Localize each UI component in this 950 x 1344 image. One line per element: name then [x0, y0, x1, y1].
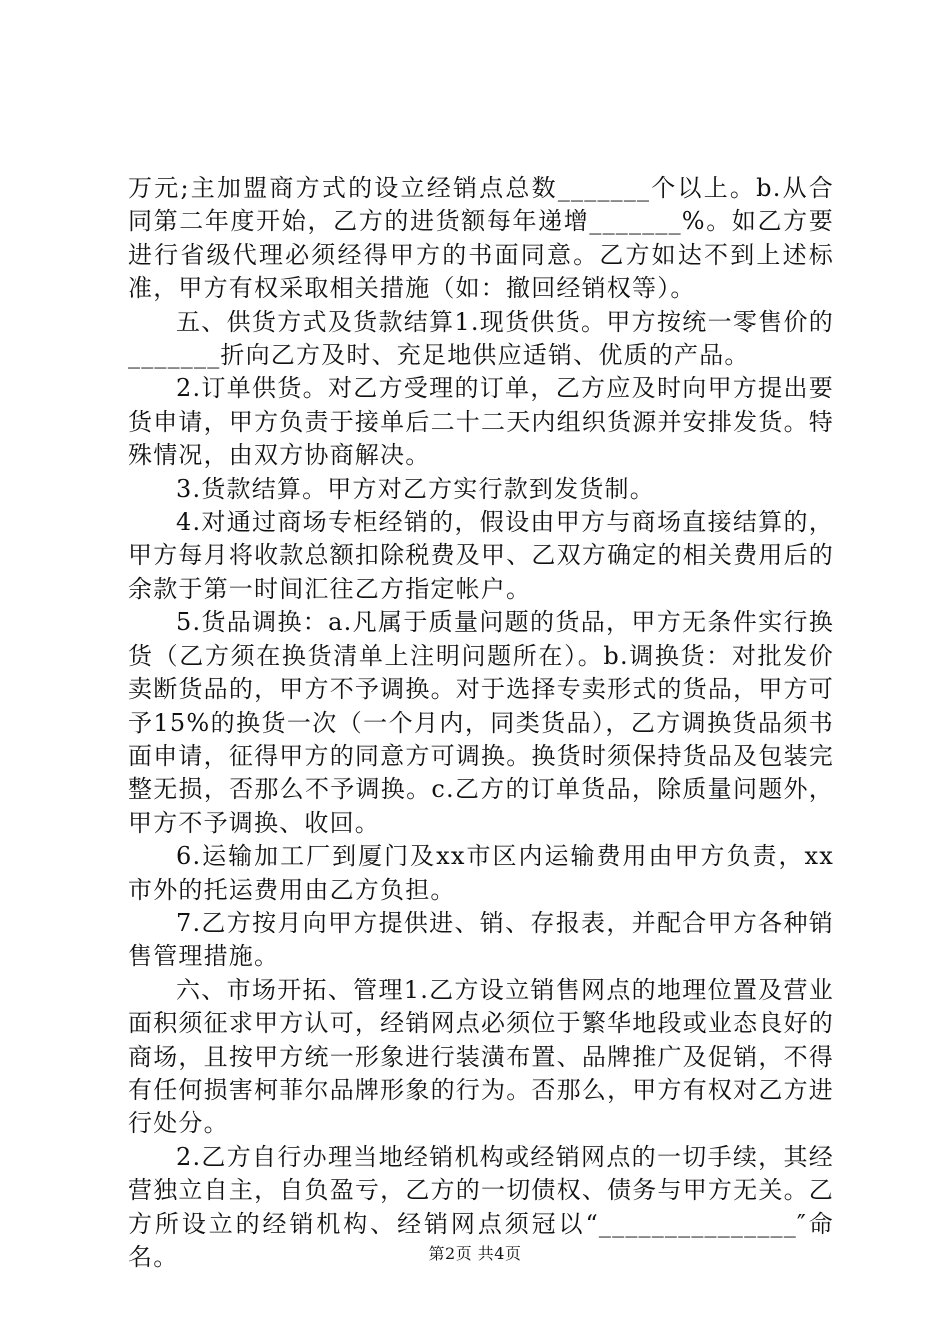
document-body — [128, 172, 834, 1274]
paragraph-payment-settlement: 3.货款结算。甲方对乙方实行款到发货制。 — [176, 474, 655, 503]
page-number: 第2页 共4页 — [428, 1244, 522, 1263]
paragraph-section-five: 五、供货方式及货款结算1.现货供货。甲方按统一零售价的_______折向乙方及时、充足地供应适销、优质的产品。 — [128, 307, 834, 370]
paragraph-continuation: 万元;主加盟商方式的设立经销点总数_______个以上。b.从合同第二年度开始，乙方的进货额每年递增_______%。如乙方要进行省级代理必须经得甲方的书面同意。乙方如达不到上述标准，甲方有权采取相关措施（如：撤回经销权等）。 — [128, 174, 834, 303]
paragraph-section-six: 六、市场开拓、管理1.乙方设立销售网点的地理位置及营业面积须征求甲方认可，经销网点必须位于繁华地段或业态良好的商场，且按甲方统一形象进行装潢布置、品牌推广及促销，不得有任何损害柯菲尔品牌形象的行为。否那么，甲方有权对乙方进行处分。 — [128, 975, 834, 1138]
paragraph-monthly-report: 7.乙方按月向甲方提供进、销、存报表，并配合甲方各种销售管理措施。 — [128, 908, 834, 971]
paragraph-order-supply: 2.订单供货。对乙方受理的订单，乙方应及时向甲方提出要货申请，甲方负责于接单后二十二天内组织货源并安排发货。特殊情况，由双方协商解决。 — [128, 374, 834, 470]
page-footer — [0, 1244, 950, 1264]
paragraph-goods-exchange: 5.货品调换：a.凡属于质量问题的货品，甲方无条件实行换货（乙方须在换货清单上注明问题所在）。b.调换货：对批发价卖断货品的，甲方不予调换。对于选择专卖形式的货品，甲方可予15%的换货一次（一个月内，同类货品），乙方调换货品须书面申请，征得甲方的同意方可调换。换货时须保持货品及包装完整无损，否那么不予调换。c.乙方的订单货品，除质量问题外，甲方不予调换、收回。 — [128, 608, 834, 837]
paragraph-counter-sales: 4.对通过商场专柜经销的，假设由甲方与商场直接结算的，甲方每月将收款总额扣除税费及甲、乙双方确定的相关费用后的余款于第一时间汇往乙方指定帐户。 — [128, 508, 834, 603]
paragraph-self-operation: 2.乙方自行办理当地经销机构或经销网点的一切手续，其经营独立自主，自负盈亏，乙方的一切债权、债务与甲方无关。乙方所设立的经销机构、经销网点须冠以“_______________″命名。 — [128, 1142, 834, 1271]
paragraph-transport-cost: 6.运输加工厂到厦门及xx市区内运输费用由甲方负责，xx市外的托运费用由乙方负担。 — [128, 842, 834, 904]
